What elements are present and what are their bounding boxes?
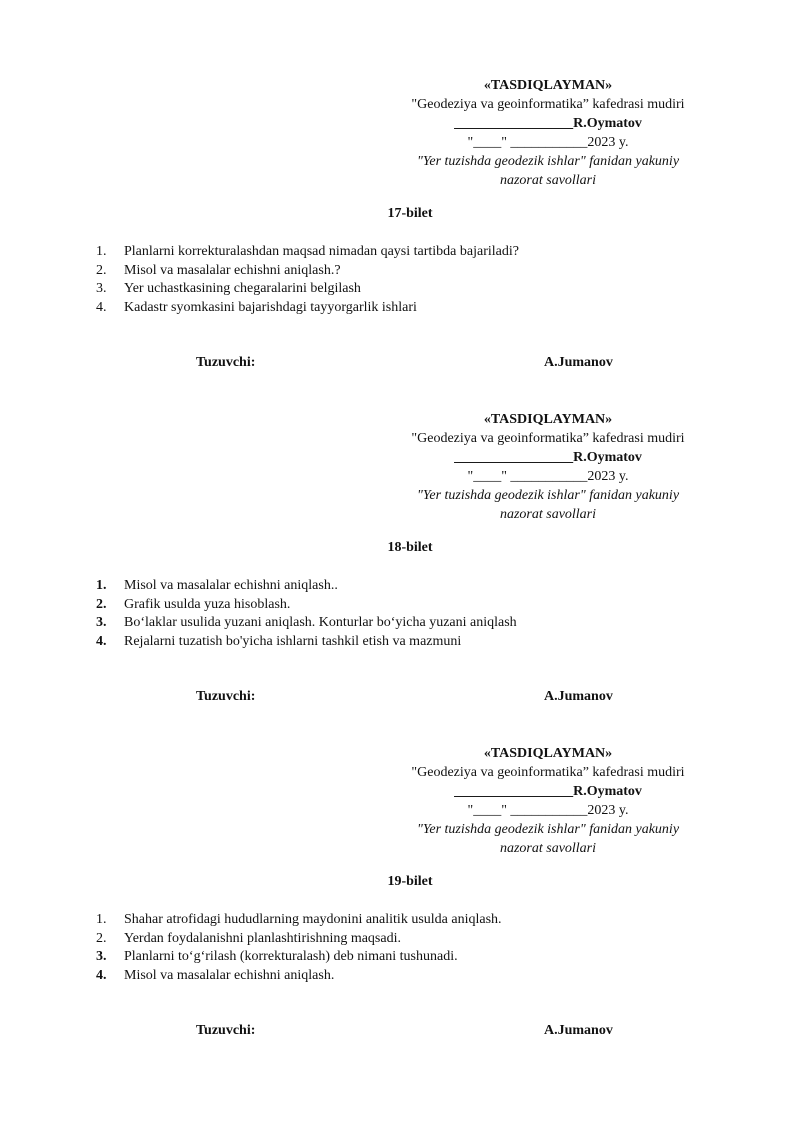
question-number: 2.	[96, 930, 107, 946]
ticket-title: 19-bilet	[387, 874, 433, 889]
subject-line: "Yer tuzishda geodezik ishlar" fanidan yakuniy	[416, 488, 680, 503]
question-item	[96, 577, 517, 596]
approval-block	[388, 76, 708, 190]
subject-line: nazorat savollari	[499, 507, 597, 522]
compiler-name: A.Jumanov	[544, 689, 613, 704]
question-item	[96, 930, 502, 949]
question-number: 2.	[96, 596, 107, 612]
question-number: 3.	[96, 281, 107, 296]
approval-title: «TASDIQLAYMAN»	[483, 412, 613, 427]
question-item	[96, 911, 502, 930]
approval-block	[388, 410, 708, 524]
subject-line: nazorat savollari	[499, 841, 597, 856]
compiler-name: A.Jumanov	[544, 1023, 613, 1038]
question-list	[96, 243, 519, 317]
ticket-section	[0, 410, 800, 730]
question-text: Misol va masalalar echishni aniqlash..	[124, 578, 338, 593]
question-text: Grafik usulda yuza hisoblash.	[124, 596, 291, 612]
approval-block	[388, 744, 708, 858]
question-text: Bo‘laklar usulida yuzani aniqlash. Konturlar bo‘yicha yuzani aniqlash	[124, 615, 517, 630]
compiler-name: A.Jumanov	[544, 355, 613, 370]
question-number: 1.	[96, 912, 107, 927]
subject-line: nazorat savollari	[499, 173, 597, 188]
question-list	[96, 577, 517, 651]
question-list	[96, 911, 502, 985]
subject-line: "Yer tuzishda geodezik ishlar" fanidan yakuniy	[416, 154, 680, 169]
question-text: Kadastr syomkasini bajarishdagi tayyorgarlik ishlari	[124, 299, 417, 315]
question-number: 1.	[96, 244, 107, 259]
question-item	[96, 967, 502, 986]
department-line: "Geodeziya va geoinformatika” kafedrasi mudiri	[411, 97, 685, 112]
approval-title: «TASDIQLAYMAN»	[483, 78, 613, 93]
ticket-title: 18-bilet	[387, 540, 433, 555]
ticket-title: 17-bilet	[387, 206, 433, 221]
ticket-section	[0, 76, 800, 396]
question-text: Misol va masalalar echishni aniqlash.?	[124, 262, 341, 278]
signature-line: _________________R.Oymatov	[454, 116, 642, 131]
approval-title: «TASDIQLAYMAN»	[483, 746, 613, 761]
ticket-section	[0, 744, 800, 1064]
question-item	[96, 614, 517, 633]
question-text: Planlarni korrekturalashdan maqsad nimadan qaysi tartibda bajariladi?	[124, 244, 519, 259]
question-number: 1.	[96, 578, 107, 593]
department-line: "Geodeziya va geoinformatika” kafedrasi mudiri	[411, 431, 685, 446]
compiler-label: Tuzuvchi:	[196, 689, 256, 704]
question-text: Shahar atrofidagi hududlarning maydonini analitik usulda aniqlash.	[124, 912, 502, 927]
question-text: Rejalarni tuzatish bo'yicha ishlarni tashkil etish va mazmuni	[124, 633, 462, 649]
compiler-label: Tuzuvchi:	[196, 355, 256, 370]
question-number: 2.	[96, 262, 107, 278]
date-line: "____" ___________2023 y.	[467, 135, 629, 150]
question-number: 4.	[96, 299, 107, 315]
date-line: "____" ___________2023 y.	[467, 469, 629, 484]
question-item	[96, 299, 519, 318]
question-number: 4.	[96, 967, 107, 983]
question-text: Yer uchastkasining chegaralarini belgilash	[124, 281, 361, 296]
question-item	[96, 948, 502, 967]
signature-line: _________________R.Oymatov	[454, 784, 642, 799]
question-text: Misol va masalalar echishni aniqlash.	[124, 967, 335, 983]
signature-line: _________________R.Oymatov	[454, 450, 642, 465]
question-item	[96, 262, 519, 281]
compiler-label: Tuzuvchi:	[196, 1023, 256, 1038]
question-number: 3.	[96, 615, 107, 630]
question-item	[96, 280, 519, 299]
question-item	[96, 596, 517, 615]
question-item	[96, 633, 517, 652]
question-number: 4.	[96, 633, 107, 649]
date-line: "____" ___________2023 y.	[467, 803, 629, 818]
question-text: Yerdan foydalanishni planlashtirishning maqsadi.	[124, 930, 401, 946]
question-item	[96, 243, 519, 262]
subject-line: "Yer tuzishda geodezik ishlar" fanidan yakuniy	[416, 822, 680, 837]
question-text: Planlarni to‘g‘rilash (korrekturalash) deb nimani tushunadi.	[124, 949, 458, 964]
question-number: 3.	[96, 949, 107, 964]
department-line: "Geodeziya va geoinformatika” kafedrasi mudiri	[411, 765, 685, 780]
